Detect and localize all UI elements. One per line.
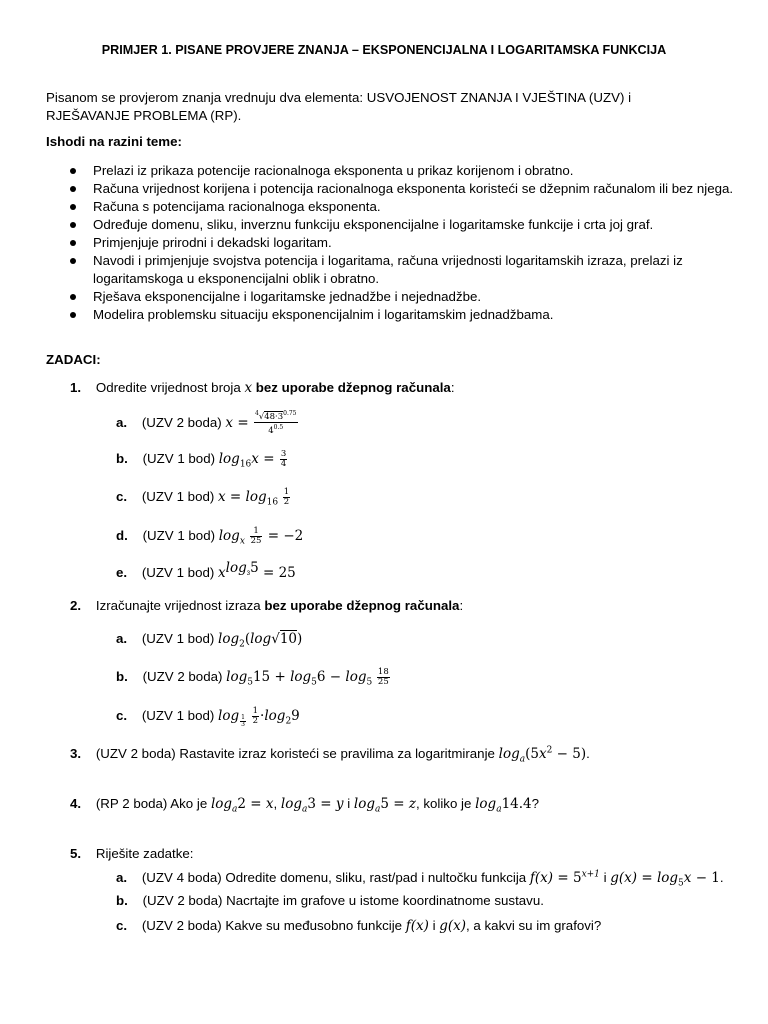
task-number: 4.	[70, 796, 82, 811]
math-log: log	[210, 796, 233, 812]
fraction-denominator	[254, 423, 298, 436]
item-label: a.	[116, 414, 128, 430]
fraction-denominator: 2	[283, 497, 290, 507]
math-op: +	[270, 669, 291, 686]
log-base: 16	[266, 497, 279, 508]
item-text: i	[428, 918, 440, 933]
item-label: d.	[116, 528, 128, 544]
math-log: log	[245, 489, 267, 506]
fraction-numerator: 1	[252, 706, 259, 716]
task-1a	[116, 410, 299, 437]
fraction-numerator: 3	[280, 449, 287, 459]
math-eq: =	[225, 489, 246, 506]
list-item: Računa vrijednost korijena i potencija racionalnoga eksponenta koristeći se džepnim računalom ili bez njega.	[46, 180, 736, 198]
task-1b	[116, 450, 288, 469]
log-base: x	[239, 536, 245, 547]
log-base: 5	[366, 677, 373, 688]
math-exponent: 0.5	[273, 423, 284, 431]
math-op: ·	[260, 708, 265, 725]
list-item: Modelira problemsku situaciju eksponencijalnim i logaritamskim jednadžbama.	[46, 306, 736, 324]
math-number: 5	[380, 796, 389, 812]
task-1d	[116, 527, 303, 546]
math-number: 48	[264, 411, 276, 422]
math-log: log	[353, 796, 375, 812]
math-eq: =	[246, 796, 266, 812]
intro-paragraph: Pisanom se provjerom znanja vrednuju dva elementa: USVOJENOST ZNANJA I VJEŠTINA (UZV) i RJEŠAVANJE PROBLEMA (RP).	[46, 90, 632, 123]
math-paren: (	[244, 631, 251, 647]
math-var: x	[251, 451, 259, 468]
task-5c	[116, 917, 601, 935]
task-text-bold: bez uporabe džepnog računala	[255, 380, 451, 395]
item-prefix: (UZV 2 boda)	[142, 669, 223, 685]
fraction-denominator: 3	[241, 720, 245, 728]
fraction-numerator: $^4√48\cdot 3^{0.75}$	[254, 410, 297, 422]
list-item: Prelazi iz prikaza potencije racionalnoga eksponenta u prikaz korijenom i obratno.	[46, 162, 736, 180]
fraction-denominator: 2	[252, 716, 259, 726]
log-base: 3	[246, 570, 251, 577]
math-log: log	[345, 669, 367, 686]
math-number: 4	[268, 425, 274, 436]
math-log: log	[225, 559, 247, 576]
task-number: 3.	[70, 746, 82, 761]
item-label: c.	[116, 489, 128, 505]
list-item: Rješava eksponencijalne i logaritamske jednadžbe i nejednadžbe.	[46, 288, 736, 306]
task-text: (RP 2 boda) Ako je	[95, 796, 211, 811]
root-index: 4	[254, 410, 259, 417]
math-number: 5	[572, 746, 581, 762]
math-exponent: 0.75	[283, 410, 297, 417]
math-exponent: 2	[546, 745, 553, 756]
task-3: 3. (UZV 2 boda) Rastavite izraz koristeći se pravilima za logaritmiranje $\log_a(5x^2 - 5)$.	[70, 745, 590, 765]
math-paren: (	[525, 746, 531, 762]
math-number: 5	[572, 870, 582, 886]
task-text-bold: bez uporabe džepnog računala	[264, 598, 460, 613]
math-number: 3	[277, 411, 284, 422]
log-base: 2	[239, 639, 245, 650]
math-number: 3	[307, 796, 316, 812]
list-item: Navodi i primjenjuje svojstva potencija i logaritama, računa vrijednosti logaritamskih izraza, prelazi iz logaritamskoga u eksponencijalni oblik i obratno.	[46, 252, 736, 288]
root-sign: √	[258, 411, 265, 422]
math-log: log	[475, 796, 497, 812]
list-item: Primjenjuje prirodni i dekadski logaritam.	[46, 234, 736, 252]
math-log: log	[218, 708, 240, 725]
log-base: 16	[239, 459, 252, 470]
document-title: PRIMJER 1. PISANE PROVJERE ZNANJA – EKSPONENCIJALNA I LOGARITAMSKA FUNKCIJA	[101, 43, 667, 57]
math-var: x	[218, 565, 226, 581]
task-5a: a. (UZV 4 boda) Odredite domenu, sliku, rast/pad i nultočku funkcija $f(x) = 5^{x+1}$ i $g(x) = \log_5x - 1$.	[116, 869, 724, 889]
task-text: , koliko je	[415, 796, 476, 811]
math-log: log	[250, 631, 272, 647]
math-var: y	[335, 796, 344, 812]
log-base	[239, 713, 247, 728]
math-log: log	[218, 631, 240, 647]
math-paren: )	[297, 631, 303, 647]
math-number: 5	[250, 559, 259, 576]
math-var: x	[683, 870, 692, 886]
outcomes-list	[46, 162, 736, 324]
item-text: (UZV 2 boda) Nacrtajte im grafove u istome koordinatnome sustavu.	[142, 893, 544, 908]
log-base: 5	[678, 878, 684, 889]
log-base: a	[302, 804, 308, 815]
task-2b	[116, 668, 391, 687]
math-eq: =	[258, 451, 279, 468]
math-number: − 1	[691, 870, 720, 886]
task-2	[70, 597, 463, 615]
task-number: 2.	[70, 598, 82, 613]
log-base: a	[232, 804, 238, 815]
item-prefix: (UZV 1 bod)	[141, 708, 215, 724]
fraction-denominator: 4	[280, 459, 287, 469]
item-text: (UZV 2 boda) Kakve su međusobno funkcije	[141, 918, 406, 933]
task-text: Odredite vrijednost broja	[95, 380, 245, 395]
math-exponent	[225, 559, 259, 577]
math-eq: =	[553, 870, 573, 886]
math-paren: )	[580, 746, 587, 762]
outcomes-heading: Ishodi na razini teme:	[46, 134, 182, 149]
item-prefix: (UZV 1 bod)	[142, 451, 216, 467]
item-label: c.	[116, 918, 128, 933]
fraction-denominator: 25	[250, 536, 262, 546]
item-label: a.	[116, 631, 128, 646]
math-log: log	[290, 669, 312, 686]
math-fraction	[280, 450, 287, 469]
task-text: i	[343, 796, 354, 811]
math-var: x	[225, 414, 234, 431]
log-base: a	[374, 804, 381, 815]
math-fraction	[250, 527, 263, 546]
item-label: b.	[116, 893, 128, 908]
math-log: log	[498, 746, 520, 762]
math-fraction	[377, 668, 390, 687]
math-eq: =	[233, 414, 253, 431]
item-prefix: (UZV 1 bod)	[141, 489, 215, 505]
task-number: 5.	[70, 846, 82, 861]
math-eq: =	[388, 796, 409, 812]
task-5b	[116, 892, 544, 910]
math-op: −	[552, 746, 573, 762]
math-number: 2	[237, 796, 246, 812]
math-fraction	[254, 409, 298, 436]
math-number: 14.4	[501, 796, 532, 812]
math-var: x	[265, 796, 274, 812]
task-4: 4. (RP 2 boda) Ako je $\log_a2 = x$, $\log_a3 = y$ i $\log_a5 = z$, koliko je $\log_a14.4$?	[70, 796, 540, 815]
log-base: a	[519, 754, 526, 765]
math-number: 6	[316, 669, 326, 686]
math-log: log	[656, 870, 679, 886]
math-log: log	[226, 669, 248, 686]
task-text: :	[450, 380, 455, 395]
task-text: Riješite zadatke:	[95, 846, 194, 861]
task-number: 1.	[70, 380, 82, 395]
math-function: g(x)	[439, 918, 467, 934]
item-label: b.	[116, 669, 128, 685]
math-var: x	[218, 489, 226, 506]
math-number: −2	[283, 528, 304, 545]
math-number: 9	[291, 708, 300, 725]
math-fraction	[283, 488, 290, 507]
math-fraction	[240, 715, 246, 728]
item-prefix: (UZV 1 bod)	[141, 565, 215, 580]
math-log: log	[280, 796, 303, 812]
log-base: 5	[311, 677, 317, 688]
list-item: Određuje domenu, sliku, inverznu funkciju eksponencijalne i logaritamske funkcije i crta joj graf.	[46, 216, 736, 234]
task-1c	[116, 488, 291, 507]
math-log: log	[218, 528, 240, 545]
root-sign: √	[271, 631, 280, 647]
log-base: 2	[285, 716, 292, 727]
fraction-numerator: 1	[283, 487, 290, 497]
task-text: :	[459, 598, 464, 613]
math-eq: =	[263, 528, 284, 545]
math-op: −	[325, 669, 346, 686]
math-log: log	[218, 451, 240, 468]
task-2c	[116, 707, 300, 728]
item-label: a.	[116, 870, 128, 885]
item-label: b.	[116, 451, 128, 467]
item-text: i	[599, 870, 611, 885]
math-exponent: x+1	[581, 869, 600, 880]
item-prefix: (UZV 1 bod)	[142, 528, 216, 544]
task-1e	[116, 559, 296, 582]
task-5	[70, 845, 193, 863]
fraction-numerator: 1	[250, 527, 263, 537]
math-log: log	[264, 708, 286, 725]
math-function: f(x)	[405, 918, 429, 934]
task-2a	[116, 630, 302, 648]
math-fraction	[252, 707, 259, 726]
item-label: c.	[116, 708, 128, 724]
task-1	[70, 379, 455, 397]
math-var: x	[538, 746, 547, 762]
fraction-numerator: 1	[241, 713, 245, 721]
math-number: 10	[279, 631, 297, 647]
log-base: 5	[247, 677, 253, 688]
item-prefix: (UZV 1 bod)	[141, 631, 215, 646]
task-text: Izračunajte vrijednost izraza	[95, 598, 265, 613]
list-item: Računa s potencijama racionalnoga eksponenta.	[46, 198, 736, 216]
math-number: 25	[278, 565, 296, 581]
math-function: f(x)	[529, 870, 554, 886]
math-eq: =	[258, 565, 279, 581]
math-number: 5	[530, 746, 539, 762]
fraction-numerator: 18	[377, 667, 389, 677]
fraction-denominator: 25	[377, 677, 389, 687]
math-var: x	[244, 380, 253, 396]
math-eq: =	[315, 796, 336, 812]
log-base: a	[496, 804, 502, 815]
math-var: z	[408, 796, 416, 812]
math-function: g(x)	[610, 870, 638, 886]
math-eq: =	[637, 870, 657, 886]
item-prefix: (UZV 2 boda)	[141, 414, 222, 430]
item-text: (UZV 4 boda) Odredite domenu, sliku, rast/pad i nultočku funkcija	[141, 870, 530, 885]
item-label: e.	[116, 565, 128, 580]
task-text: (UZV 2 boda) Rastavite izraz koristeći se pravilima za logaritmiranje	[95, 746, 499, 761]
item-text: , a kakvi su im grafovi?	[466, 918, 602, 933]
tasks-heading: ZADACI:	[46, 352, 101, 367]
math-number: 15	[252, 669, 271, 686]
